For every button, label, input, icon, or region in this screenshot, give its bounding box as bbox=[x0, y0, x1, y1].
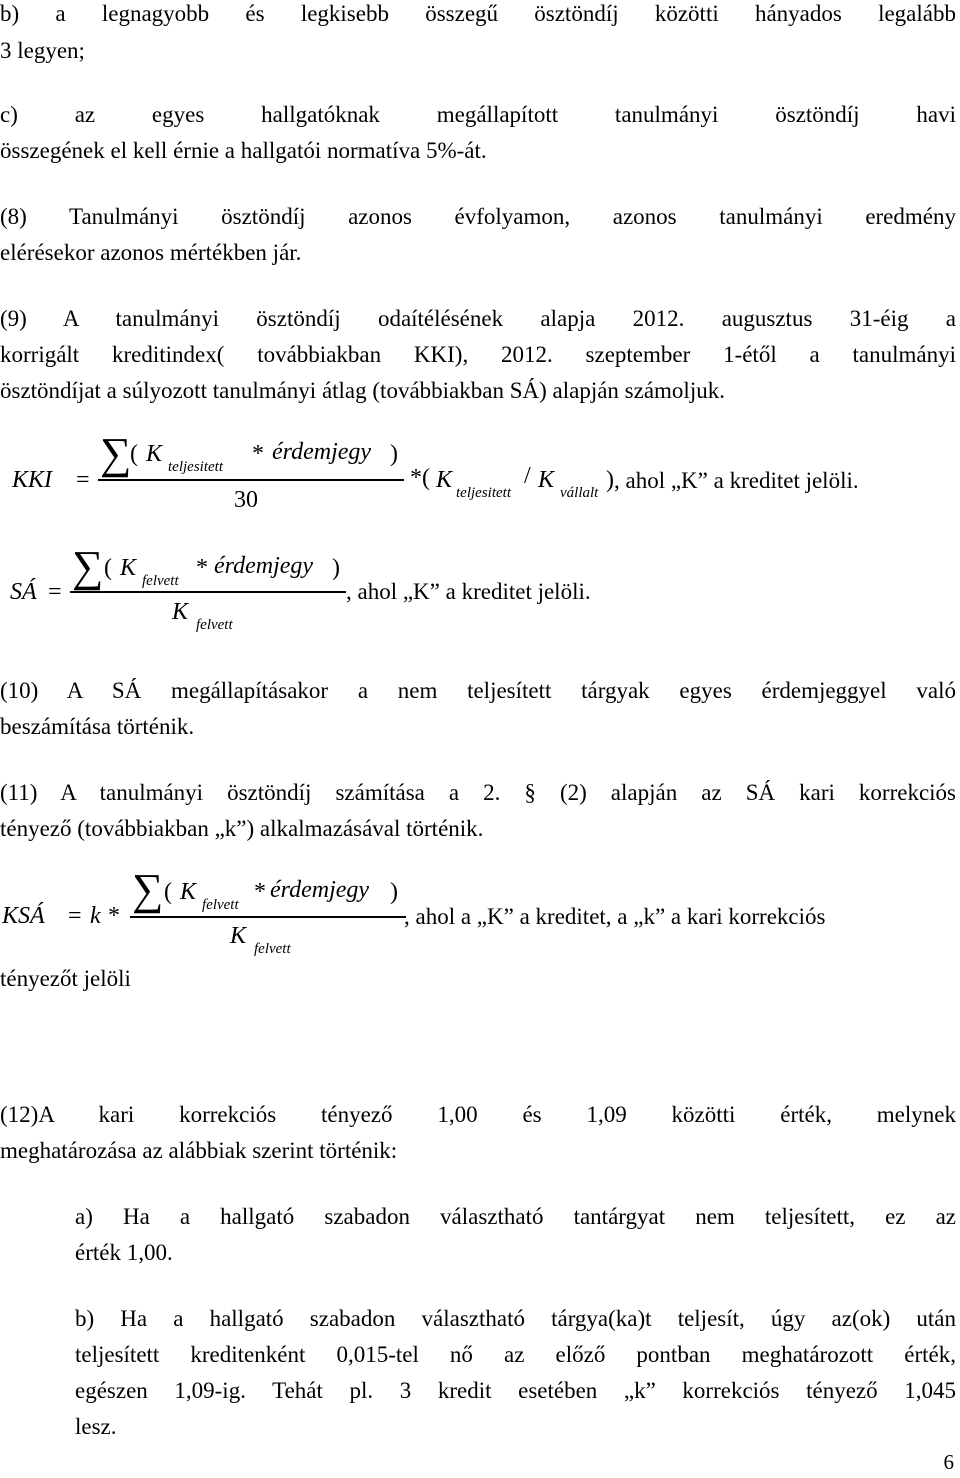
sa-open-paren: ( bbox=[104, 555, 112, 581]
ksa-fraction-bar bbox=[130, 916, 406, 918]
paragraph-10: (10) A SÁ megállapításakor a nem teljesített tárgyak egyes érdemjeggyel való bbox=[0, 678, 956, 703]
kki-suffix: , ahol „K” a kreditet jelöli. bbox=[614, 468, 859, 493]
sa-sub-felvett: felvett bbox=[142, 573, 179, 589]
sa-erdemjegy: érdemjegy bbox=[214, 553, 314, 579]
paragraph-b2-line3: egészen 1,09-ig. Tehát pl. 3 kredit esetében „k” korrekciós tényező 1,045 bbox=[75, 1378, 956, 1403]
kki-sub-teljesitett2: teljesitett bbox=[456, 485, 511, 501]
paragraph-c-cont: összegének el kell érnie a hallgatói normatíva 5%-át. bbox=[0, 138, 487, 163]
kki-mult-open: *( bbox=[410, 465, 430, 491]
ksa-times2: * bbox=[254, 879, 266, 905]
paragraph-c: c) az egyes hallgatóknak megállapított tanulmányi ösztöndíj havi bbox=[0, 102, 956, 127]
sa-suffix: , ahol „K” a kreditet jelöli. bbox=[346, 579, 591, 604]
ksa-denominator-k: K bbox=[230, 923, 247, 949]
ksa-lhs: KSÁ bbox=[2, 903, 45, 929]
sa-lhs: SÁ bbox=[10, 579, 37, 605]
ksa-k: k bbox=[90, 903, 101, 929]
kki-close-paren: ) bbox=[390, 441, 398, 467]
paragraph-9-line3: ösztöndíjat a súlyozott tanulmányi átlag (továbbiakban SÁ) alapján számoljuk. bbox=[0, 378, 725, 403]
paragraph-9: (9) A tanulmányi ösztöndíj odaítélésének alapja 2012. augusztus 31-éig a bbox=[0, 306, 956, 331]
kki-slash: / bbox=[524, 463, 531, 489]
ksa-eq: = bbox=[68, 903, 82, 929]
kki-sub-teljesitett: teljesitett bbox=[168, 459, 223, 475]
ksa-open-paren: ( bbox=[164, 879, 172, 905]
paragraph-8: (8) Tanulmányi ösztöndíj azonos évfolyamon, azonos tanulmányi eredmény bbox=[0, 204, 956, 229]
paragraph-b2-line4: lesz. bbox=[75, 1414, 117, 1439]
sa-fraction-bar bbox=[70, 591, 346, 593]
sa-times: * bbox=[196, 555, 208, 581]
paragraph-b2-line2: teljesített kreditenként 0,015-tel nő az előző pontban meghatározott érték, bbox=[75, 1342, 956, 1367]
sa-denominator-sub: felvett bbox=[196, 617, 233, 633]
kki-k3: K bbox=[538, 467, 555, 493]
sa-k: K bbox=[120, 555, 137, 581]
kki-open-paren: ( bbox=[130, 441, 138, 467]
kki-fraction-bar bbox=[98, 479, 404, 481]
kki-mult-close: ) bbox=[606, 467, 614, 493]
kki-sum-sign: ∑ bbox=[100, 429, 132, 478]
paragraph-12: (12)A kari korrekciós tényező 1,00 és 1,09 közötti érték, melynek bbox=[0, 1102, 956, 1127]
paragraph-a-cont: érték 1,00. bbox=[75, 1240, 173, 1265]
ksa-num-sub: felvett bbox=[202, 897, 239, 913]
kki-eq: = bbox=[76, 467, 90, 493]
paragraph-a: a) Ha a hallgató szabadon választható tantárgyat nem teljesített, ez az bbox=[75, 1204, 956, 1229]
paragraph-9-line2: korrigált kreditindex( továbbiakban KKI), 2012. szeptember 1-étől a tanulmányi bbox=[0, 342, 956, 367]
sa-eq: = bbox=[48, 579, 62, 605]
kki-k2: K bbox=[436, 467, 453, 493]
paragraph-b2: b) Ha a hallgató szabadon választható tárgya(ka)t teljesít, úgy az(ok) után bbox=[75, 1306, 956, 1331]
ksa-times: * bbox=[108, 903, 120, 929]
kki-times: * bbox=[252, 441, 264, 467]
ksa-after: tényezőt jelöli bbox=[0, 966, 131, 991]
sa-sum-sign: ∑ bbox=[72, 542, 104, 591]
paragraph-b-cont: 3 legyen; bbox=[0, 38, 85, 63]
sa-denominator-k: K bbox=[172, 599, 189, 625]
kki-k: K bbox=[146, 441, 163, 467]
kki-denominator: 30 bbox=[234, 487, 258, 513]
ksa-denominator-sub: felvett bbox=[254, 941, 291, 957]
ksa-close-paren: ) bbox=[390, 879, 398, 905]
paragraph-b: b) a legnagyobb és legkisebb összegű ösztöndíj közötti hányados legalább bbox=[0, 1, 956, 26]
sa-close-paren: ) bbox=[332, 555, 340, 581]
paragraph-10-cont: beszámítása történik. bbox=[0, 714, 195, 739]
ksa-sum-sign: ∑ bbox=[132, 865, 164, 914]
ksa-erdemjegy: érdemjegy bbox=[270, 877, 370, 903]
paragraph-8-cont: elérésekor azonos mértékben jár. bbox=[0, 240, 302, 265]
ksa-num-k: K bbox=[180, 879, 197, 905]
paragraph-12-cont: meghatározása az alábbiak szerint történik: bbox=[0, 1138, 398, 1163]
kki-erdemjegy: érdemjegy bbox=[272, 439, 372, 465]
paragraph-11-cont: tényező (továbbiakban „k”) alkalmazásával történik. bbox=[0, 816, 484, 841]
kki-sub-vallalt: vállalt bbox=[560, 485, 599, 501]
kki-lhs: KKI bbox=[12, 467, 53, 493]
ksa-suffix: , ahol a „K” a kreditet, a „k” a kari korrekciós bbox=[404, 904, 826, 929]
paragraph-11: (11) A tanulmányi ösztöndíj számítása a 2. § (2) alapján az SÁ kari korrekciós bbox=[0, 780, 956, 805]
page-number: 6 bbox=[943, 1450, 954, 1474]
